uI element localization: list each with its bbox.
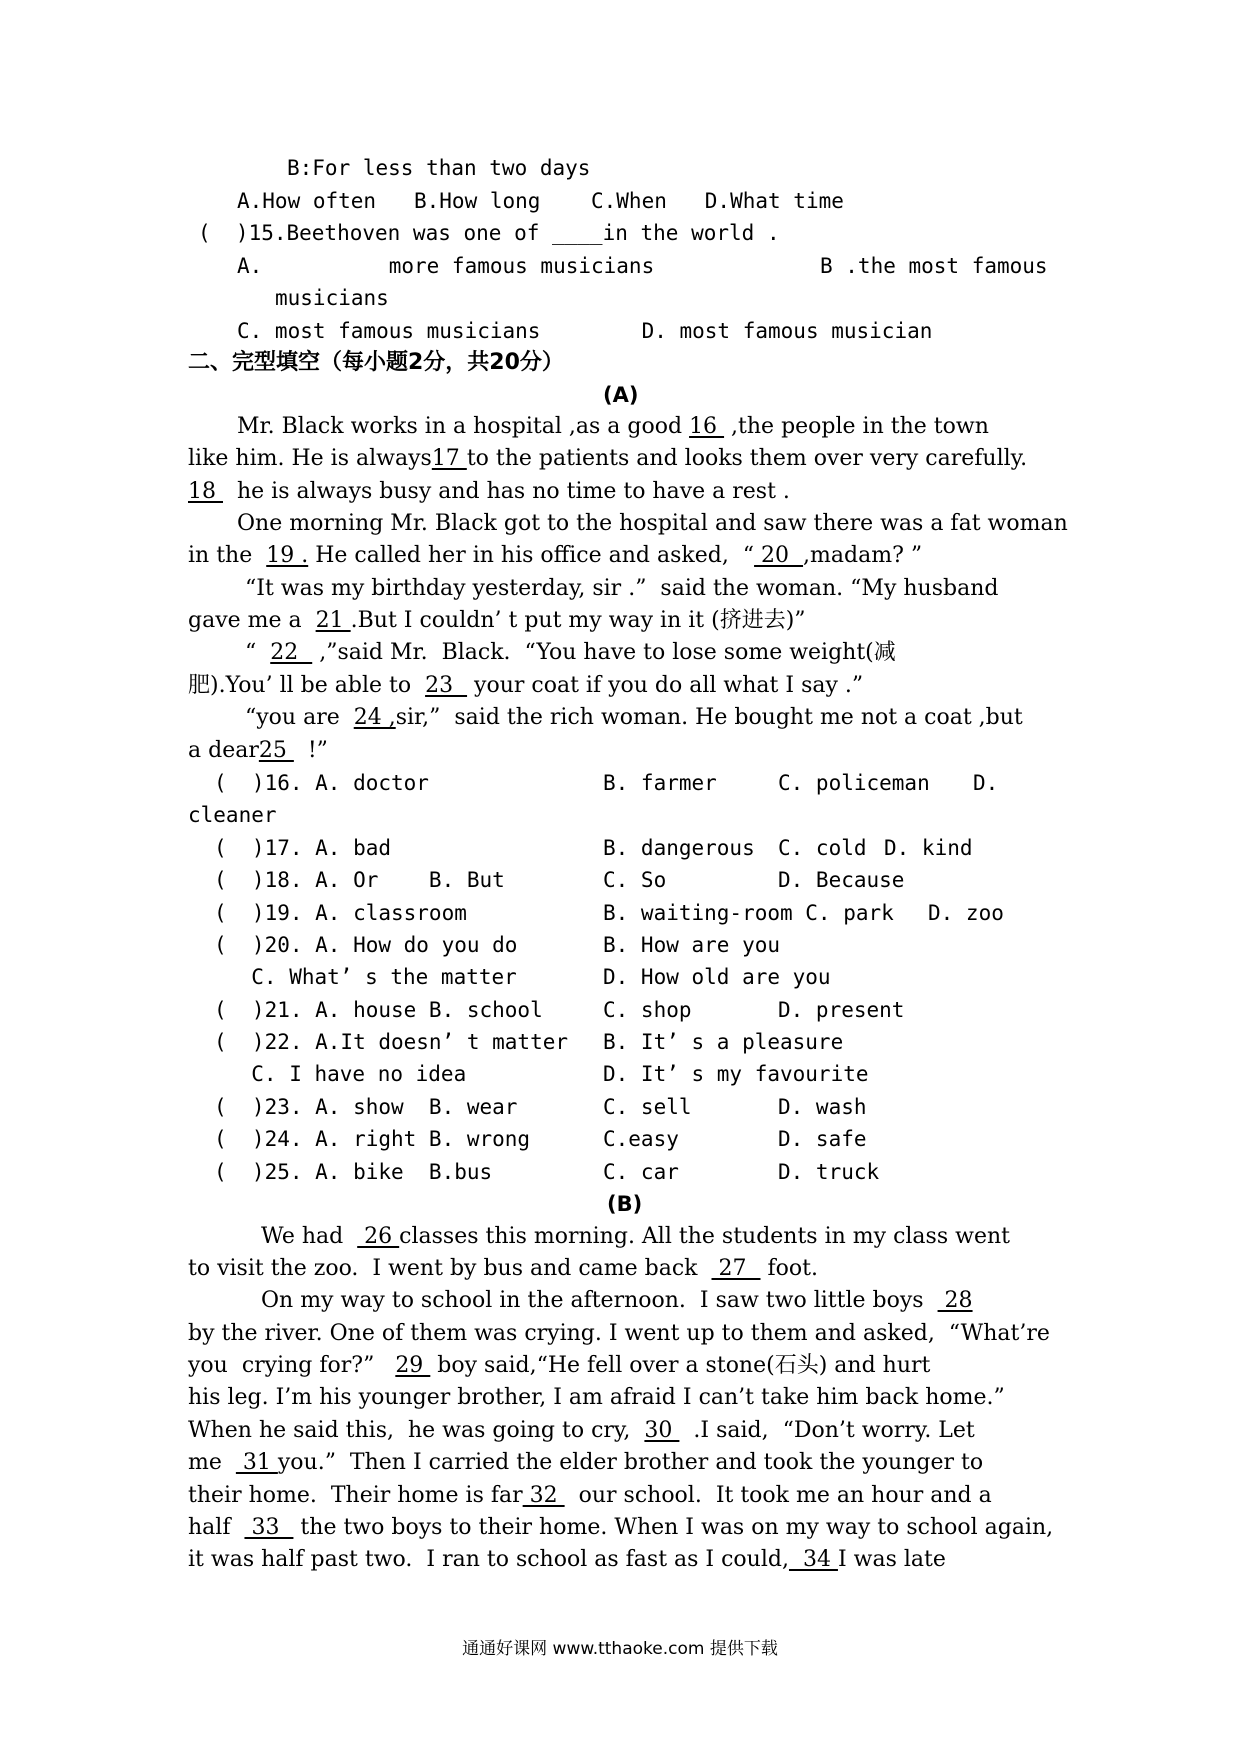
passage-b-line-6: his leg. I’m his younger brother, I am afraid I can’t take him back home.” xyxy=(188,1385,1005,1410)
option-25-b: C. car xyxy=(603,1160,679,1184)
option-25-c: D. truck xyxy=(778,1160,880,1184)
option-24-c: D. safe xyxy=(778,1127,867,1151)
blank-25: 25 xyxy=(258,738,294,763)
passage-b-line-2: to visit the zoo. I went by bus and came back 27 foot. xyxy=(188,1256,818,1281)
passage-a-line-9: 肥).You’ ll be able to 23 your coat if you do all what I say .” xyxy=(188,673,864,698)
blank-17: 17 xyxy=(431,446,467,471)
option-21-b: C. shop xyxy=(603,998,692,1022)
q15-option-a: A. more famous musicians xyxy=(237,254,655,278)
passage-a-line-1: Mr. Black works in a hospital ,as a good 16 ,the people in the town xyxy=(237,414,989,439)
blank-22: 22 xyxy=(270,640,313,665)
blank-34: 34 xyxy=(788,1547,838,1572)
q15-option-b-cont: musicians xyxy=(275,286,389,310)
blank-27: 27 xyxy=(711,1256,761,1281)
blank-33: 33 xyxy=(244,1515,294,1540)
option-24-b: C.easy xyxy=(603,1127,679,1151)
blank-29: 29 xyxy=(395,1353,431,1378)
option-19-d: D. zoo xyxy=(928,901,1004,925)
option-18-b: C. So xyxy=(603,868,667,892)
passage-a-line-5: in the 19 . He called her in his office and asked, “ 20 ,madam? ” xyxy=(188,543,923,568)
blank-19: 19 . xyxy=(266,543,309,568)
blank-23: 23 xyxy=(425,673,468,698)
option-17-b: B. dangerous xyxy=(603,836,755,860)
blank-24: 24 , xyxy=(353,705,396,730)
q15-options-cd: C. most famous musicians D. most famous musician xyxy=(237,319,933,343)
passage-b-line-3: On my way to school in the afternoon. I saw two little boys 28 xyxy=(261,1288,973,1313)
passage-b-line-8: me 31 you.” Then I carried the elder brother and took the younger to xyxy=(188,1450,984,1475)
passage-b-line-11: it was half past two. I ran to school as fast as I could, 34 I was late xyxy=(188,1547,946,1572)
option-16-d-cont: cleaner xyxy=(188,803,277,827)
blank-21: 21 xyxy=(315,608,351,633)
passage-a-line-6: “It was my birthday yesterday, sir .” said the woman. “My husband xyxy=(245,576,999,601)
passage-b-line-9: their home. Their home is far 32 our school. It took me an hour and a xyxy=(188,1483,992,1508)
option-25-a: ( )25. A. bike B.bus xyxy=(214,1160,493,1184)
blank-16: 16 xyxy=(689,414,725,439)
option-20-c: C. What’ s the matter xyxy=(226,965,517,989)
blank-26: 26 xyxy=(357,1224,400,1249)
part-b-label: (B) xyxy=(607,1192,643,1216)
option-16-b: B. farmer xyxy=(603,771,717,795)
section-heading: 二、完型填空（每小题2分，共20分） xyxy=(188,350,564,375)
blank-28: 28 xyxy=(937,1288,973,1313)
option-20-a: ( )20. A. How do you do xyxy=(214,933,518,957)
blank-20: 20 xyxy=(754,543,804,568)
option-16-a: ( )16. A. doctor xyxy=(214,771,429,795)
part-a-label: (A) xyxy=(603,383,639,407)
passage-b-line-1: We had 26 classes this morning. All the students in my class went xyxy=(261,1224,1010,1249)
passage-b-line-10: half 33 the two boys to their home. When I was on my way to school again, xyxy=(188,1515,1054,1540)
option-22-b: B. It’ s a pleasure xyxy=(603,1030,844,1054)
option-22-d: D. It’ s my favourite xyxy=(603,1062,869,1086)
option-18-a: ( )18. A. Or B. But xyxy=(214,868,505,892)
q15-option-b: B .the most famous xyxy=(820,254,1048,278)
option-24-a: ( )24. A. right B. wrong xyxy=(214,1127,531,1151)
option-16-d: D. xyxy=(973,771,999,795)
blank-32: 32 xyxy=(522,1483,565,1508)
passage-b-line-4: by the river. One of them was crying. I went up to them and asked, “What’re xyxy=(188,1321,1050,1346)
passage-a-line-8: “ 22 ,”said Mr. Black. “You have to lose some weight(减 xyxy=(245,640,896,665)
q14-options: A.How often B.How long C.When D.What time xyxy=(237,189,844,213)
option-18-c: D. Because xyxy=(778,868,905,892)
option-19-b: B. waiting-room C. park xyxy=(603,901,894,925)
passage-a-line-4: One morning Mr. Black got to the hospital and saw there was a fat woman xyxy=(237,511,1068,536)
q14-answer-b: B:For less than two days xyxy=(287,156,591,180)
blank-18: 18 xyxy=(188,479,223,504)
option-20-d: D. How old are you xyxy=(603,965,831,989)
option-23-b: C. sell xyxy=(603,1095,692,1119)
option-22-a: ( )22. A.It doesn’ t matter xyxy=(214,1030,569,1054)
option-20-b: B. How are you xyxy=(603,933,781,957)
option-22-c: C. I have no idea xyxy=(226,1062,467,1086)
passage-b-line-7: When he said this, he was going to cry, 30 .I said, “Don’t worry. Let xyxy=(188,1418,975,1443)
blank-30: 30 xyxy=(644,1418,680,1443)
option-23-a: ( )23. A. show B. wear xyxy=(214,1095,518,1119)
page-footer: 通通好课网 www.tthaoke.com 提供下载 xyxy=(462,1639,778,1659)
passage-a-line-10: “you are 24 ,sir,” said the rich woman. He bought me not a coat ,but xyxy=(245,705,1023,730)
blank-31: 31 xyxy=(235,1450,278,1475)
passage-a-line-7: gave me a 21 .But I couldn’ t put my way in it (挤进去)” xyxy=(188,608,806,633)
option-21-a: ( )21. A. house B. school xyxy=(214,998,543,1022)
passage-a-line-11: a dear25 !” xyxy=(188,738,328,763)
passage-a-line-3: 18 he is always busy and has no time to have a rest . xyxy=(188,479,790,504)
option-17-d: D. kind xyxy=(884,836,973,860)
q15-stem: ( )15.Beethoven was one of ____in the world . xyxy=(198,221,780,245)
option-17-c: C. cold xyxy=(778,836,867,860)
option-16-c: C. policeman xyxy=(778,771,930,795)
passage-a-line-2: like him. He is always17 to the patients and looks them over very carefully. xyxy=(188,446,1028,471)
option-23-c: D. wash xyxy=(778,1095,867,1119)
option-21-c: D. present xyxy=(778,998,905,1022)
option-19-a: ( )19. A. classroom xyxy=(214,901,467,925)
passage-b-line-5: you crying for?” 29 boy said,“He fell over a stone(石头) and hurt xyxy=(188,1353,931,1378)
option-17-a: ( )17. A. bad xyxy=(214,836,392,860)
